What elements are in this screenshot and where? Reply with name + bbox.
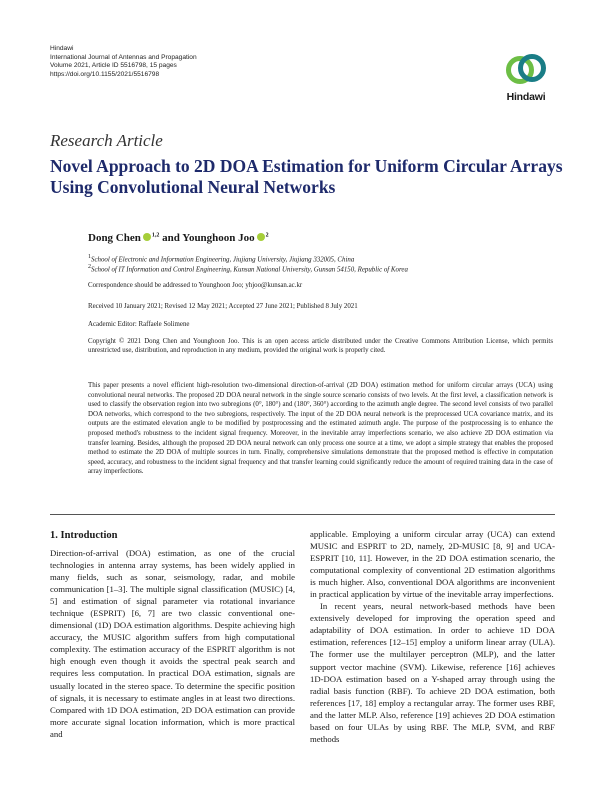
affiliation-2: $^2$School of IT Information and Control Engineering, Kunsan National University, Gunsan 54150, Republic of Korea	[88, 264, 408, 274]
publisher-name: Hindawi	[50, 45, 74, 52]
orcid-icon[interactable]	[257, 233, 265, 241]
left-column	[50, 547, 295, 740]
intro-paragraph-3: In recent years, neural network-based methods have been extensively developed for improving the operation speed and adaptability of DOA estimation. In order to achieve 1D DOA estimation, references [12–15] employ a uniform linear array (ULA). The former use the multilayer perceptron (MLP), and the latter support vector machine (SVM). Likewise, reference [16] achieves 1D-DOA estimation based on a Y-shaped array through using the radial basis function (RBF). To achieve 2D DOA estimation, both references [17, 18] employ a rectangular array. The former uses RBF, and the latter MLP. Also, reference [19] achieves 2D DOA estimation based on four ULAs by using RBF. The MLP, SVM, and RBF methods	[310, 601, 555, 744]
publication-dates: Received 10 January 2021; Revised 12 May 2021; Accepted 27 June 2021; Published 8 July 2021	[88, 303, 358, 310]
journal-header	[50, 45, 197, 79]
section-heading: 1. Introduction	[50, 530, 118, 541]
author-2-affiliation: 2	[265, 232, 269, 239]
intro-paragraph-1: Direction-of-arrival (DOA) estimation, as one of the crucial technologies in antenna array systems, has been widely applied in many fields, such as sonar, seismology, radar, and mobile communication [1–3]. The multiple signal classification (MUSIC) [4, 5] and estimation of signal parameter via rotational invariance technique (ESPRIT) [6, 7] are two classic conventional one-dimensional (1D) DOA estimation algorithms. Despite achieving high accuracy, the MUSIC algorithm suffers from high computational complexity. The estimation accuracy of the ESPRIT algorithm is not high enough even though it avoids the spectral peak search and requires less computation. In practical DOA estimation, signals are usually located in the stereo space. To determine the specific position of signals, it is necessary to estimate angles in at least two directions. Compared with 1D DOA estimation, 2D DOA estimation can provide more accurate signal location information, which is more practical and	[50, 548, 295, 739]
hindawi-logo	[504, 48, 548, 106]
author-list	[88, 232, 269, 244]
orcid-icon[interactable]	[143, 233, 151, 241]
author-1-affiliation: 1,2	[151, 232, 160, 239]
affiliation-1: $^1$School of Electronic and Information Engineering, Jiujiang University, Jiujiang 332005, China	[88, 254, 355, 264]
volume-info: Volume 2021, Article ID 5516798, 15 pages	[50, 62, 177, 70]
copyright-notice: Copyright © 2021 Dong Chen and Younghoon Joo. This is an open access article distributed under the Creative Commons Attribution License, which permits unrestricted use, distribution, and reproduction in any medium, provided the original work is properly cited.	[88, 338, 553, 355]
author-1: Dong Chen	[88, 232, 141, 244]
hindawi-rings-icon	[504, 48, 548, 90]
article-title: Novel Approach to 2D DOA Estimation for Uniform Circular Arrays Using Convolutional Neural Networks	[50, 156, 563, 197]
section-divider	[50, 514, 555, 515]
author-and: and	[162, 232, 180, 244]
right-column	[310, 528, 555, 745]
abstract: This paper presents a novel efficient high-resolution two-dimensional direction-of-arrival (2D DOA) estimation method for uniform circular arrays (UCA) using convolutional neural networks. The proposed 2D DOA neural network in the single source scenario consists of two levels. At the first level, a classification network is used to classify the observation region into two subregions (0°, 180°) and (180°, 360°) according to the azimuth angle degree. The second level consists of two parallel DOA networks, which correspond to the two subregions, respectively. The input of the 2D DOA neural network is the preprocessed UCA covariance matrix, and its outputs are the estimated elevation angle to be modified by postprocessing and the estimated azimuth angle. The purpose of the postprocessing is to enhance the proposed method's robustness to the incident signal frequency. Moreover, in the inevitable array imperfections scenario, we also achieve 2D DOA estimation via transfer learning. Besides, although the proposed 2D DOA neural network can only process one source at a time, we adopt a simple strategy that enables the proposed method to estimate the 2D DOA of multiple sources in turn. Finally, comprehensive simulations demonstrate that the proposed method is effective in computation speed, accuracy, and robustness to the incident signal frequency and that transfer learning could significantly reduce the amount of required training data in the case of array imperfections.	[88, 382, 553, 476]
logo-wordmark: Hindawi	[506, 91, 546, 103]
academic-editor: Academic Editor: Raffaele Solimene	[88, 321, 190, 328]
journal-name: International Journal of Antennas and Propagation	[50, 53, 197, 61]
author-2: Younghoon Joo	[182, 232, 255, 244]
correspondence: Correspondence should be addressed to Younghoon Joo; yhjoo@kunsan.ac.kr	[88, 282, 303, 289]
intro-paragraph-2: applicable. Employing a uniform circular array (UCA) can extend MUSIC and ESPRIT to 2D, namely, 2D-MUSIC [8, 9] and UCA-ESPRIT [10, 11]. However, in the 2D DOA estimation scenario, the computational complexity of conventional 2D estimation algorithms is much higher. Also, conventional DOA algorithms are inconvenient in practical application by virtue of the inevitable array imperfections.	[310, 529, 555, 600]
article-type: Research Article	[50, 131, 163, 150]
doi-link[interactable]: https://doi.org/10.1155/2021/5516798	[50, 70, 160, 78]
